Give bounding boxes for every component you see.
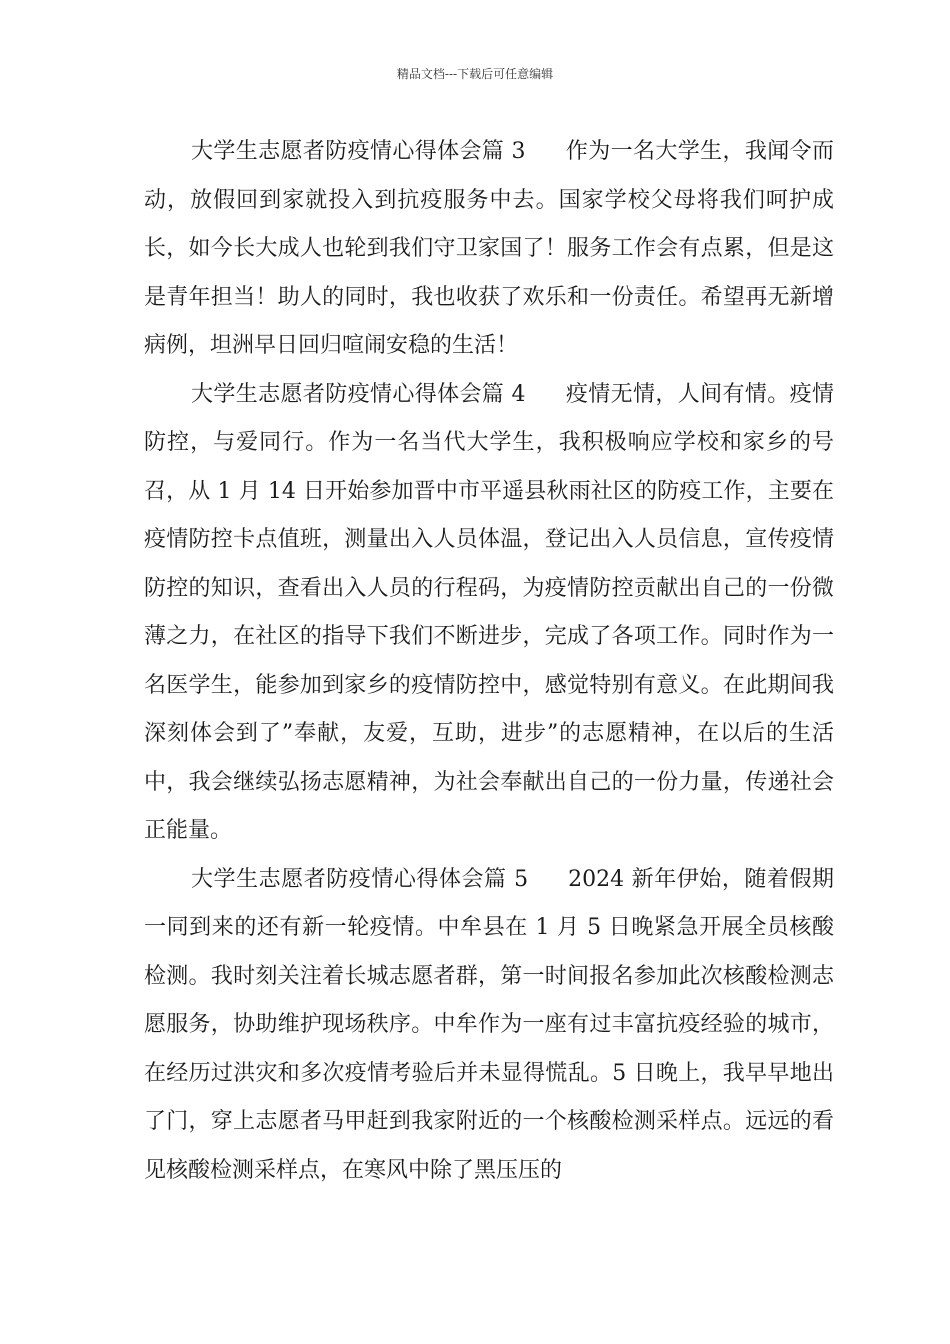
section-title: 大学生志愿者防疫情心得体会篇 3 xyxy=(191,139,526,164)
section-body: 作为一名大学生，我闻令而动，放假回到家就投入到抗疫服务中去。国家学校父母将我们呵护成长，如今长大成人也轮到我们守卫家国了！服务工作会有点累，但是这是青年担当！助人的同时，我也收获了欢乐和一份责任。希望再无新增病例，坦洲早日回归喧闹安稳的生活！ xyxy=(144,139,834,358)
section-body: 2024 新年伊始，随着假期一同到来的还有新一轮疫情。中牟县在 1 月 5 日晚紧急开展全员核酸检测。我时刻关注着长城志愿者群，第一时间报名参加此次核酸检测志愿服务，协助维护现场秩序。中牟作为一座有过丰富抗疫经验的城市，在经历过洪灾和多次疫情考验后并未显得慌乱。5 日晚上，我早早地出了门，穿上志愿者马甲赶到我家附近的一个核酸检测采样点。远远的看见核酸检测采样点，在寒风中除了黑压压的 xyxy=(144,866,835,1183)
section-body: 疫情无情，人间有情。疫情防控，与爱同行。作为一名当代大学生，我积极响应学校和家乡的号召，从 1 月 14 日开始参加晋中市平遥县秋雨社区的防疫工作，主要在疫情防控卡点值班，测量出入人员体温，登记出入人员信息，宣传疫情防控的知识，查看出入人员的行程码，为疫情防控贡献出自己的一份微薄之力，在社区的指导下我们不断进步，完成了各项工作。同时作为一名医学生，能参加到家乡的疫情防控中，感觉特别有意义。在此期间我深刻体会到了”奉献，友爱，互助，进步”的志愿精神，在以后的生活中，我会继续弘扬志愿精神，为社会奉献出自己的一份力量，传递社会正能量。 xyxy=(144,381,834,843)
paragraph-section-4 xyxy=(144,371,834,856)
section-title: 大学生志愿者防疫情心得体会篇 5 xyxy=(191,866,529,892)
page-header: 精品文档---下载后可任意编辑 xyxy=(396,67,554,81)
section-title: 大学生志愿者防疫情心得体会篇 4 xyxy=(191,381,526,407)
paragraph-section-5 xyxy=(144,856,834,1196)
paragraph-section-3 xyxy=(144,128,834,371)
document-body xyxy=(144,128,834,1195)
